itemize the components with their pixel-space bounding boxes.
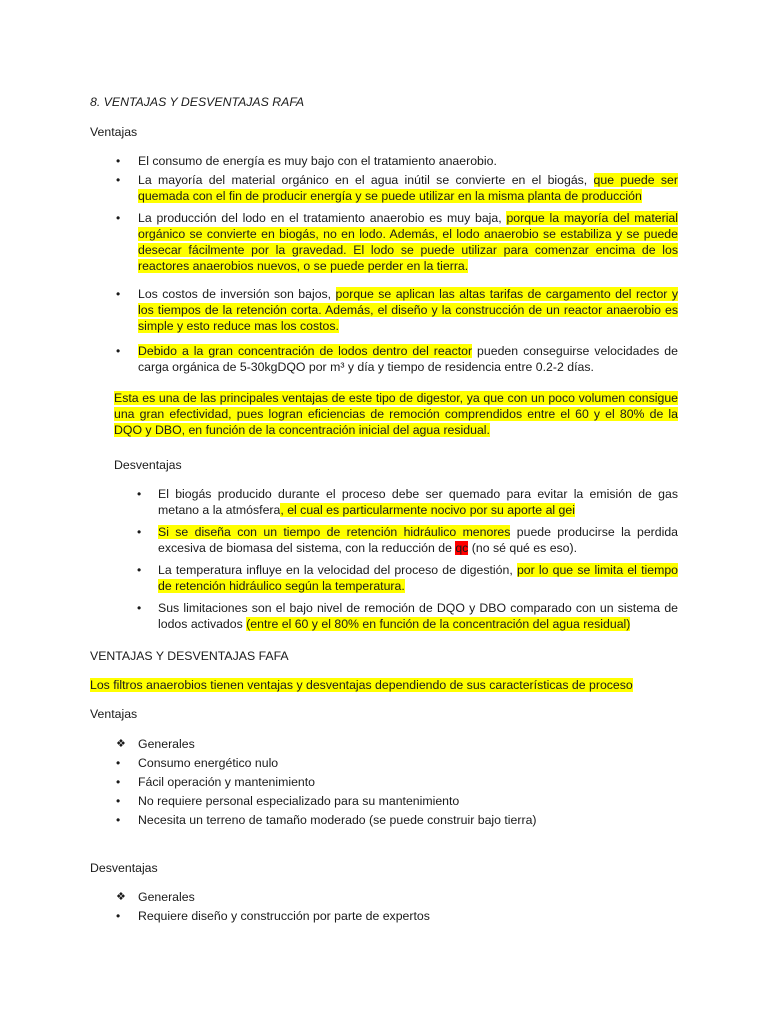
list-item-general: Generales bbox=[138, 737, 195, 751]
list-item bbox=[138, 286, 678, 334]
list-item bbox=[138, 172, 678, 204]
item-text: El biogás producido durante el proceso debe ser quemado para evitar la emisión de gas metano a la atmósfera bbox=[158, 487, 678, 517]
fafa-ventajas-heading: Ventajas bbox=[90, 707, 138, 721]
section-title-rafa: 8. VENTAJAS Y DESVENTAJAS RAFA bbox=[90, 95, 305, 109]
list-item: Necesita un terreno de tamaño moderado (se puede construir bajo tierra) bbox=[138, 813, 537, 827]
highlighted-text: , el cual es particularmente nocivo por su aporte al gei bbox=[280, 503, 575, 517]
highlighted-text: por lo que se limita el tiempo de retención hidráulico según la temperatura. bbox=[158, 563, 678, 593]
item-text: puede producirse la perdida excesiva de biomasa del sistema, con la reducción de bbox=[158, 525, 679, 555]
bullet-marker: • bbox=[116, 794, 121, 808]
bullet-marker: • bbox=[137, 601, 142, 615]
bullet-marker: • bbox=[116, 909, 121, 923]
list-item: Requiere diseño y construcción por parte de expertos bbox=[138, 909, 430, 923]
diamond-bullet-icon: ❖ bbox=[116, 891, 126, 903]
summary-paragraph bbox=[114, 390, 678, 438]
bullet-marker: • bbox=[137, 525, 142, 539]
fafa-intro bbox=[90, 677, 633, 693]
bullet-marker: • bbox=[116, 775, 121, 789]
section-title-fafa: VENTAJAS Y DESVENTAJAS FAFA bbox=[90, 649, 289, 663]
item-text: Los costos de inversión son bajos, bbox=[138, 287, 336, 301]
bullet-marker: • bbox=[137, 487, 142, 501]
list-item bbox=[138, 153, 678, 169]
item-text: El consumo de energía es muy bajo con el tratamiento anaerobio. bbox=[138, 154, 497, 168]
highlighted-text: Debido a la gran concentración de lodos dentro del reactor bbox=[138, 344, 473, 358]
list-item-general: Generales bbox=[138, 890, 195, 904]
bullet-marker: • bbox=[116, 813, 121, 827]
bullet-marker: • bbox=[116, 287, 121, 301]
highlighted-text: Si se diseña con un tiempo de retención hidráulico menores bbox=[158, 525, 511, 539]
bullet-marker: • bbox=[116, 211, 121, 225]
bullet-marker: • bbox=[116, 154, 121, 168]
highlighted-text: Los filtros anaerobios tienen ventajas y desventajas dependiendo de sus características de proceso bbox=[90, 678, 633, 692]
fafa-desventajas-heading: Desventajas bbox=[90, 861, 158, 875]
bullet-marker: • bbox=[116, 756, 121, 770]
bullet-marker: • bbox=[116, 344, 121, 358]
highlighted-text: que puede ser quemada con el fin de producir energía y se puede utilizar en la misma planta de producción bbox=[138, 173, 678, 203]
list-item: No requiere personal especializado para su mantenimiento bbox=[138, 794, 460, 808]
diamond-bullet-icon: ❖ bbox=[116, 738, 126, 750]
list-item: Fácil operación y mantenimiento bbox=[138, 775, 316, 789]
list-item bbox=[158, 486, 678, 518]
desventajas-heading: Desventajas bbox=[114, 458, 182, 472]
highlighted-text: (entre el 60 y el 80% en función de la concentración del agua residual) bbox=[246, 617, 631, 631]
ventajas-heading: Ventajas bbox=[90, 125, 138, 139]
bullet-marker: • bbox=[116, 173, 121, 187]
list-item: Consumo energético nulo bbox=[138, 756, 279, 770]
list-item bbox=[158, 562, 678, 594]
item-text: (no sé qué es eso). bbox=[468, 541, 578, 555]
bullet-marker: • bbox=[137, 563, 142, 577]
item-text: La producción del lodo en el tratamiento anaerobio es muy baja, bbox=[138, 211, 507, 225]
highlighted-text: Esta es una de las principales ventajas de este tipo de digestor, ya que con un poco volumen consigue una gran efectividad, pues logran eficiencias de remoción comprendidos entre el 60 y el 80% de la DQO y DBO, en función de la concentración inicial del agua residual. bbox=[114, 391, 678, 437]
item-text: La mayoría del material orgánico en el agua inútil se convierte en el biogás, bbox=[138, 173, 594, 187]
highlighted-text: porque se aplican las altas tarifas de cargamento del rector y los tiempos de la retención corta. Además, el diseño y la construcción de un reactor anaerobio es simple y esto reduce mas los costos. bbox=[138, 287, 678, 333]
item-text: Sus limitaciones son el bajo nivel de remoción de DQO y DBO comparado con un sistema de lodos activados bbox=[158, 601, 678, 631]
list-item bbox=[158, 524, 678, 556]
item-text: La temperatura influye en la velocidad del proceso de digestión, bbox=[158, 563, 517, 577]
highlighted-text: porque la mayoría del material orgánico se convierte en biogás, no en lodo. Además, el lodo anaerobio se estabiliza y se puede desecar fácilmente por la gravedad. El lodo se puede utilizar para comenzar encima de los reactores anaerobios nuevos, o se puede perder en la tierra. bbox=[138, 211, 679, 273]
list-item bbox=[138, 210, 678, 274]
list-item bbox=[138, 343, 678, 375]
item-text: pueden conseguirse velocidades de carga orgánica de 5-30kgDQO por m³ y día y tiempo de residencia entre 0.2-2 días. bbox=[138, 344, 678, 374]
list-item bbox=[158, 600, 678, 632]
red-highlighted-text: qc bbox=[455, 541, 469, 555]
